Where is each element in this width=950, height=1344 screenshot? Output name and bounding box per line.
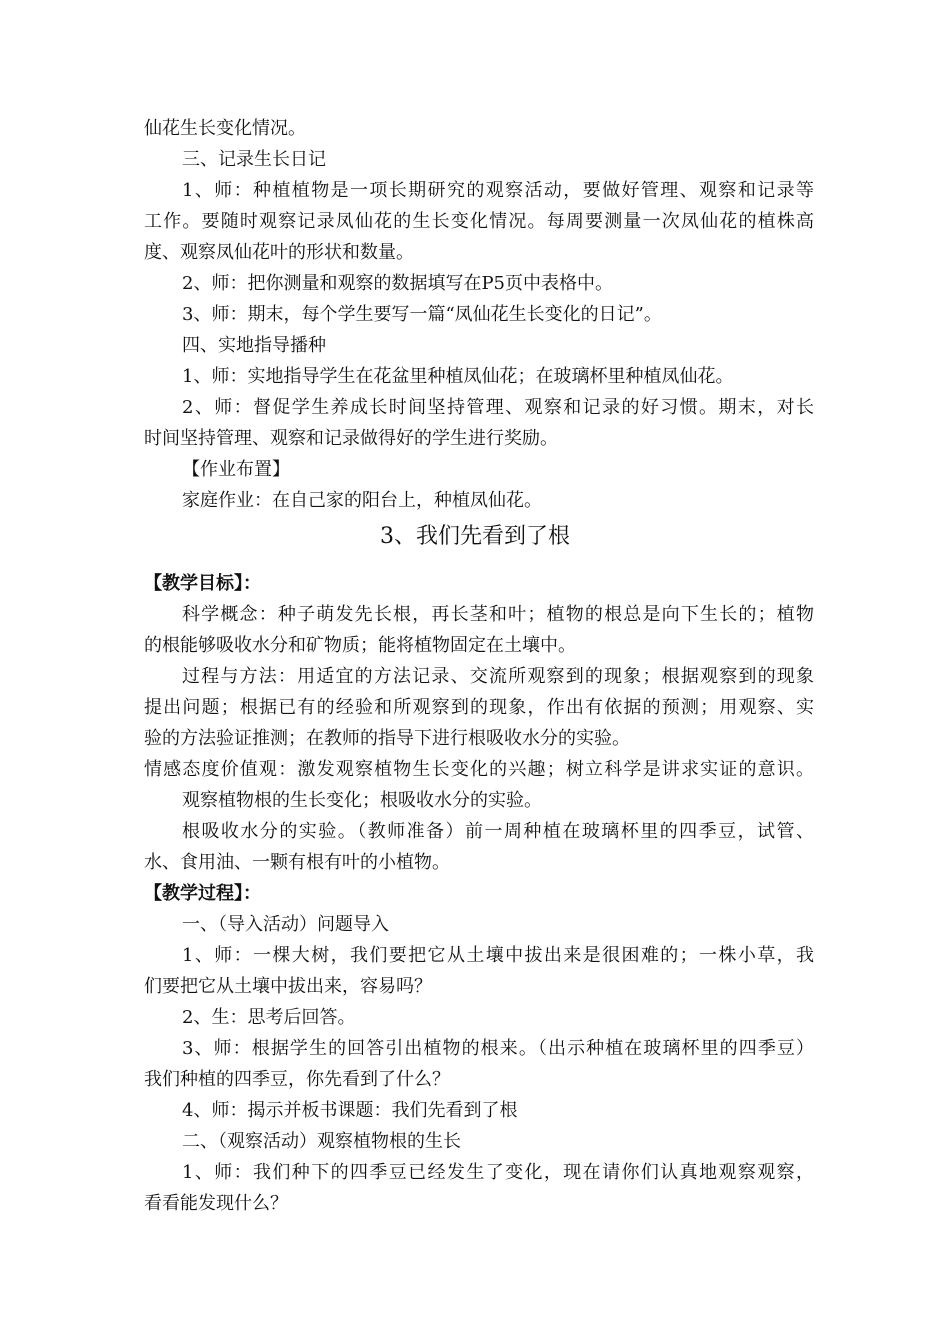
- text-line: 时间坚持管理、观察和记录做得好的学生进行奖励。: [144, 428, 558, 449]
- text-line: 4、师：揭示并板书课题：我们先看到了根: [182, 1100, 518, 1121]
- text-line: 2、师：把你测量和观察的数据填写在P5页中表格中。: [182, 273, 614, 294]
- section-heading: 【教学过程】：: [144, 883, 261, 904]
- text-line: 提出问题；根据已有的经验和所观察到的现象，作出有依据的预测；用观察、实: [144, 697, 814, 718]
- text-line: 情感态度价值观：激发观察植物生长变化的兴趣；树立科学是讲求实证的意识。: [144, 759, 814, 780]
- text-line: 水、食用油、一颗有根有叶的小植物。: [144, 852, 450, 873]
- text-line: 3、师：期末，每个学生要写一篇“凤仙花生长变化的日记”。: [182, 304, 662, 325]
- text-line: 我们种植的四季豆，你先看到了什么？: [144, 1069, 450, 1090]
- section-heading: 四、实地指导播种: [182, 335, 326, 356]
- text-line: 观察植物根的生长变化；根吸收水分的实验。: [182, 790, 542, 811]
- text-line: 1、师：我们种下的四季豆已经发生了变化，现在请你们认真地观察观察，: [182, 1162, 814, 1183]
- text-line: 度、观察凤仙花叶的形状和数量。: [144, 242, 414, 263]
- text-line: 科学概念：种子萌发先长根，再长茎和叶；植物的根总是向下生长的；植物: [182, 604, 814, 625]
- section-heading: 三、记录生长日记: [182, 149, 326, 170]
- text-line: 们要把它从土壤中拔出来，容易吗？: [144, 976, 432, 997]
- text-line: 工作。要随时观察记录凤仙花的生长变化情况。每周要测量一次凤仙花的植株高: [144, 211, 814, 232]
- text-line: 3、师：根据学生的回答引出植物的根来。（出示种植在玻璃杯里的四季豆）: [182, 1038, 814, 1059]
- section-heading: 【教学目标】：: [144, 573, 261, 594]
- text-line: 看看能发现什么？: [144, 1193, 288, 1214]
- text-line: 的根能够吸收水分和矿物质；能将植物固定在土壤中。: [144, 635, 576, 656]
- text-line: 家庭作业：在自己家的阳台上，种植凤仙花。: [182, 490, 542, 511]
- text-line: 1、师：种植植物是一项长期研究的观察活动，要做好管理、观察和记录等: [182, 180, 814, 201]
- text-line: 过程与方法：用适宜的方法记录、交流所观察到的现象；根据观察到的现象: [182, 666, 814, 687]
- text-line: 2、师：督促学生养成长时间坚持管理、观察和记录的好习惯。期末，对长: [182, 397, 814, 418]
- section-heading: 【作业布置】: [182, 459, 290, 480]
- section-heading: 一、（导入活动）问题导入: [182, 914, 389, 935]
- section-heading: 二、（观察活动）观察植物根的生长: [182, 1131, 461, 1152]
- text-line: 1、师：实地指导学生在花盆里种植凤仙花；在玻璃杯里种植凤仙花。: [182, 366, 734, 387]
- text-line: 验的方法验证推测；在教师的指导下进行根吸收水分的实验。: [144, 728, 630, 749]
- text-line: 根吸收水分的实验。（教师准备）前一周种植在玻璃杯里的四季豆，试管、: [182, 821, 814, 842]
- text-line: 2、生：思考后回答。: [182, 1007, 356, 1028]
- text-line: 1、师：一棵大树，我们要把它从土壤中拔出来是很困难的；一株小草，我: [182, 945, 814, 966]
- lesson-title: 3、我们先看到了根: [380, 524, 570, 549]
- text-line: 仙花生长变化情况。: [144, 118, 306, 139]
